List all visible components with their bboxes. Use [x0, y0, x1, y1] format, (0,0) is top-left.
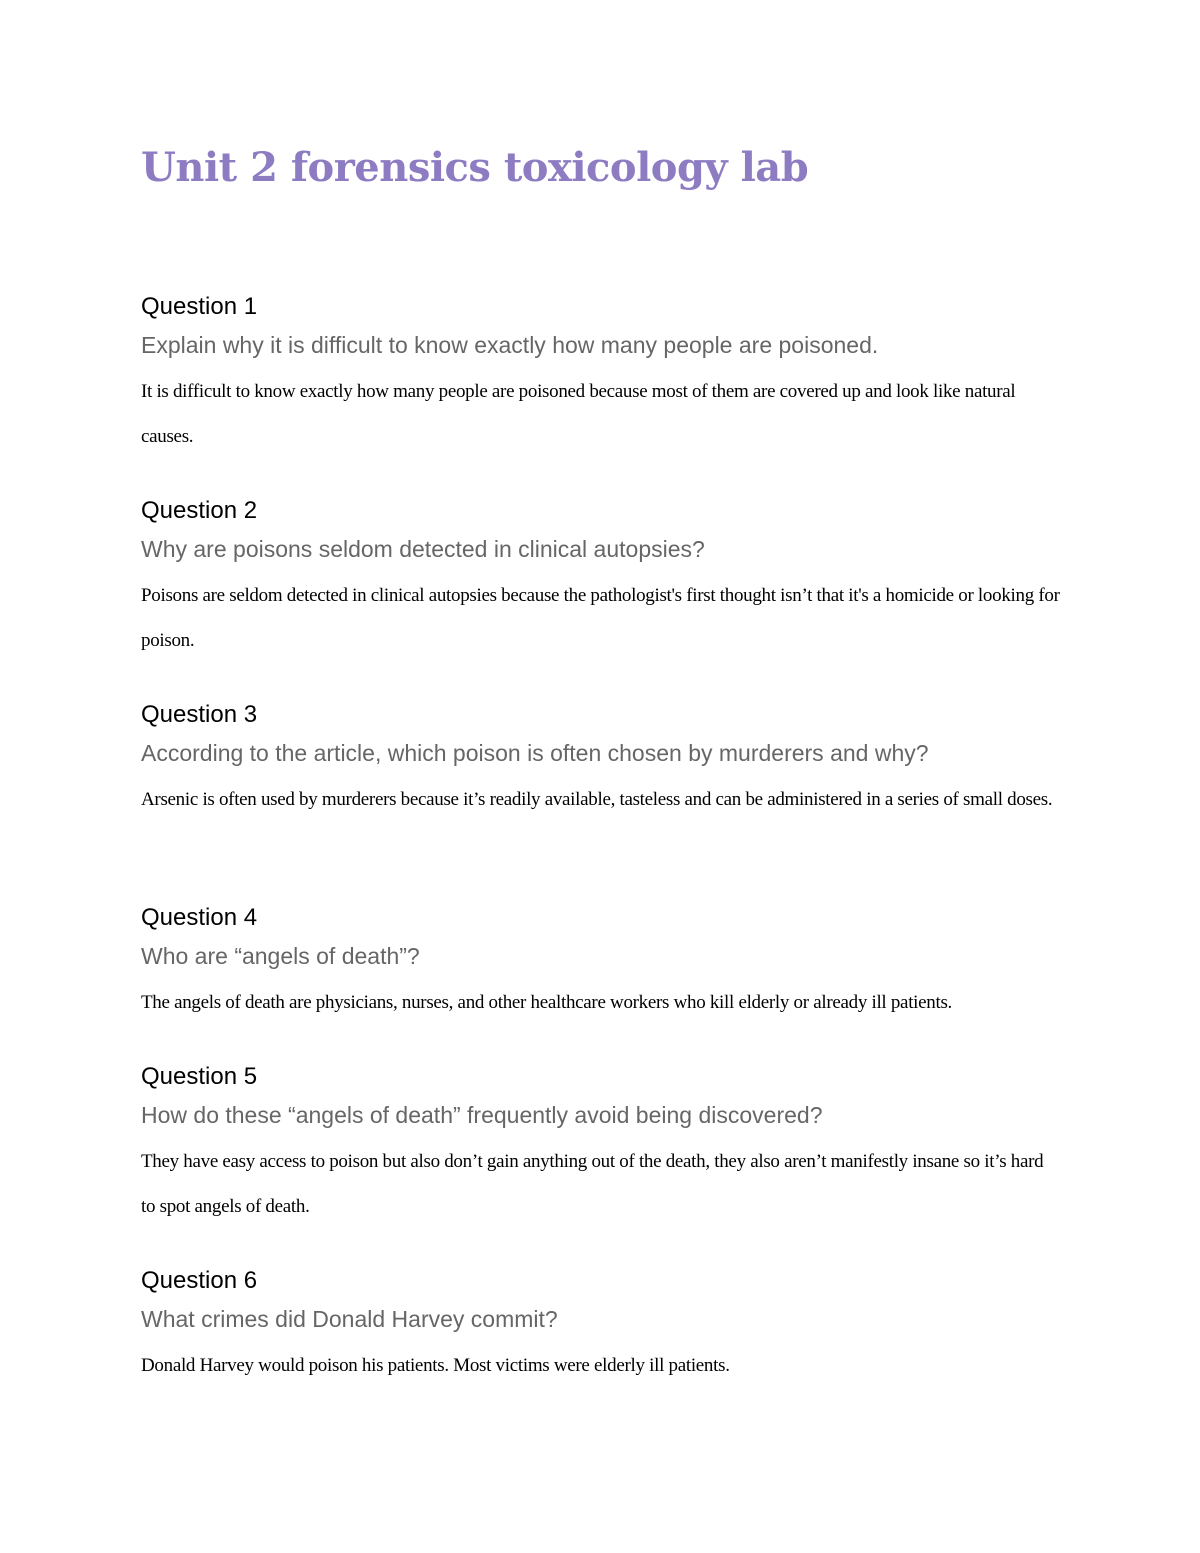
question-prompt: What crimes did Donald Harvey commit?: [141, 1306, 558, 1332]
question-answer: They have easy access to poison but also don’t gain anything out of the death, they also aren’t manifestly insane so it’s hard to spot angels of death.: [141, 1151, 1044, 1217]
question-answer: Arsenic is often used by murderers because it’s readily available, tasteless and can be administered in a series of small doses.: [141, 789, 1053, 810]
question-prompt: Who are “angels of death”?: [141, 943, 420, 969]
question-prompt: How do these “angels of death” frequently avoid being discovered?: [141, 1102, 823, 1128]
question-prompt: Explain why it is difficult to know exactly how many people are poisoned.: [141, 332, 879, 358]
question-block-4: [141, 902, 1061, 1025]
question-block-3: [141, 699, 1061, 822]
question-answer: It is difficult to know exactly how many people are poisoned because most of them are covered up and look like natural causes.: [141, 381, 1016, 447]
question-prompt: Why are poisons seldom detected in clinical autopsies?: [141, 536, 705, 562]
question-label: Question 6: [141, 1267, 258, 1294]
question-answer: Donald Harvey would poison his patients. Most victims were elderly ill patients.: [141, 1355, 730, 1376]
question-answer: Poisons are seldom detected in clinical autopsies because the pathologist's first thought isn’t that it's a homicide or looking for poison.: [141, 585, 1060, 651]
question-block-5: [141, 1061, 1061, 1229]
document-title: Unit 2 forensics toxicology lab: [141, 144, 809, 191]
question-label: Question 3: [141, 701, 258, 728]
question-prompt: According to the article, which poison is often chosen by murderers and why?: [141, 740, 929, 766]
question-label: Question 5: [141, 1063, 258, 1090]
question-label: Question 4: [141, 904, 258, 931]
question-label: Question 1: [141, 293, 258, 320]
question-block-2: [141, 495, 1061, 663]
question-label: Question 2: [141, 497, 258, 524]
question-block-6: [141, 1265, 1061, 1388]
question-block-1: [141, 291, 1061, 459]
question-answer: The angels of death are physicians, nurses, and other healthcare workers who kill elderly or already ill patients.: [141, 992, 953, 1013]
